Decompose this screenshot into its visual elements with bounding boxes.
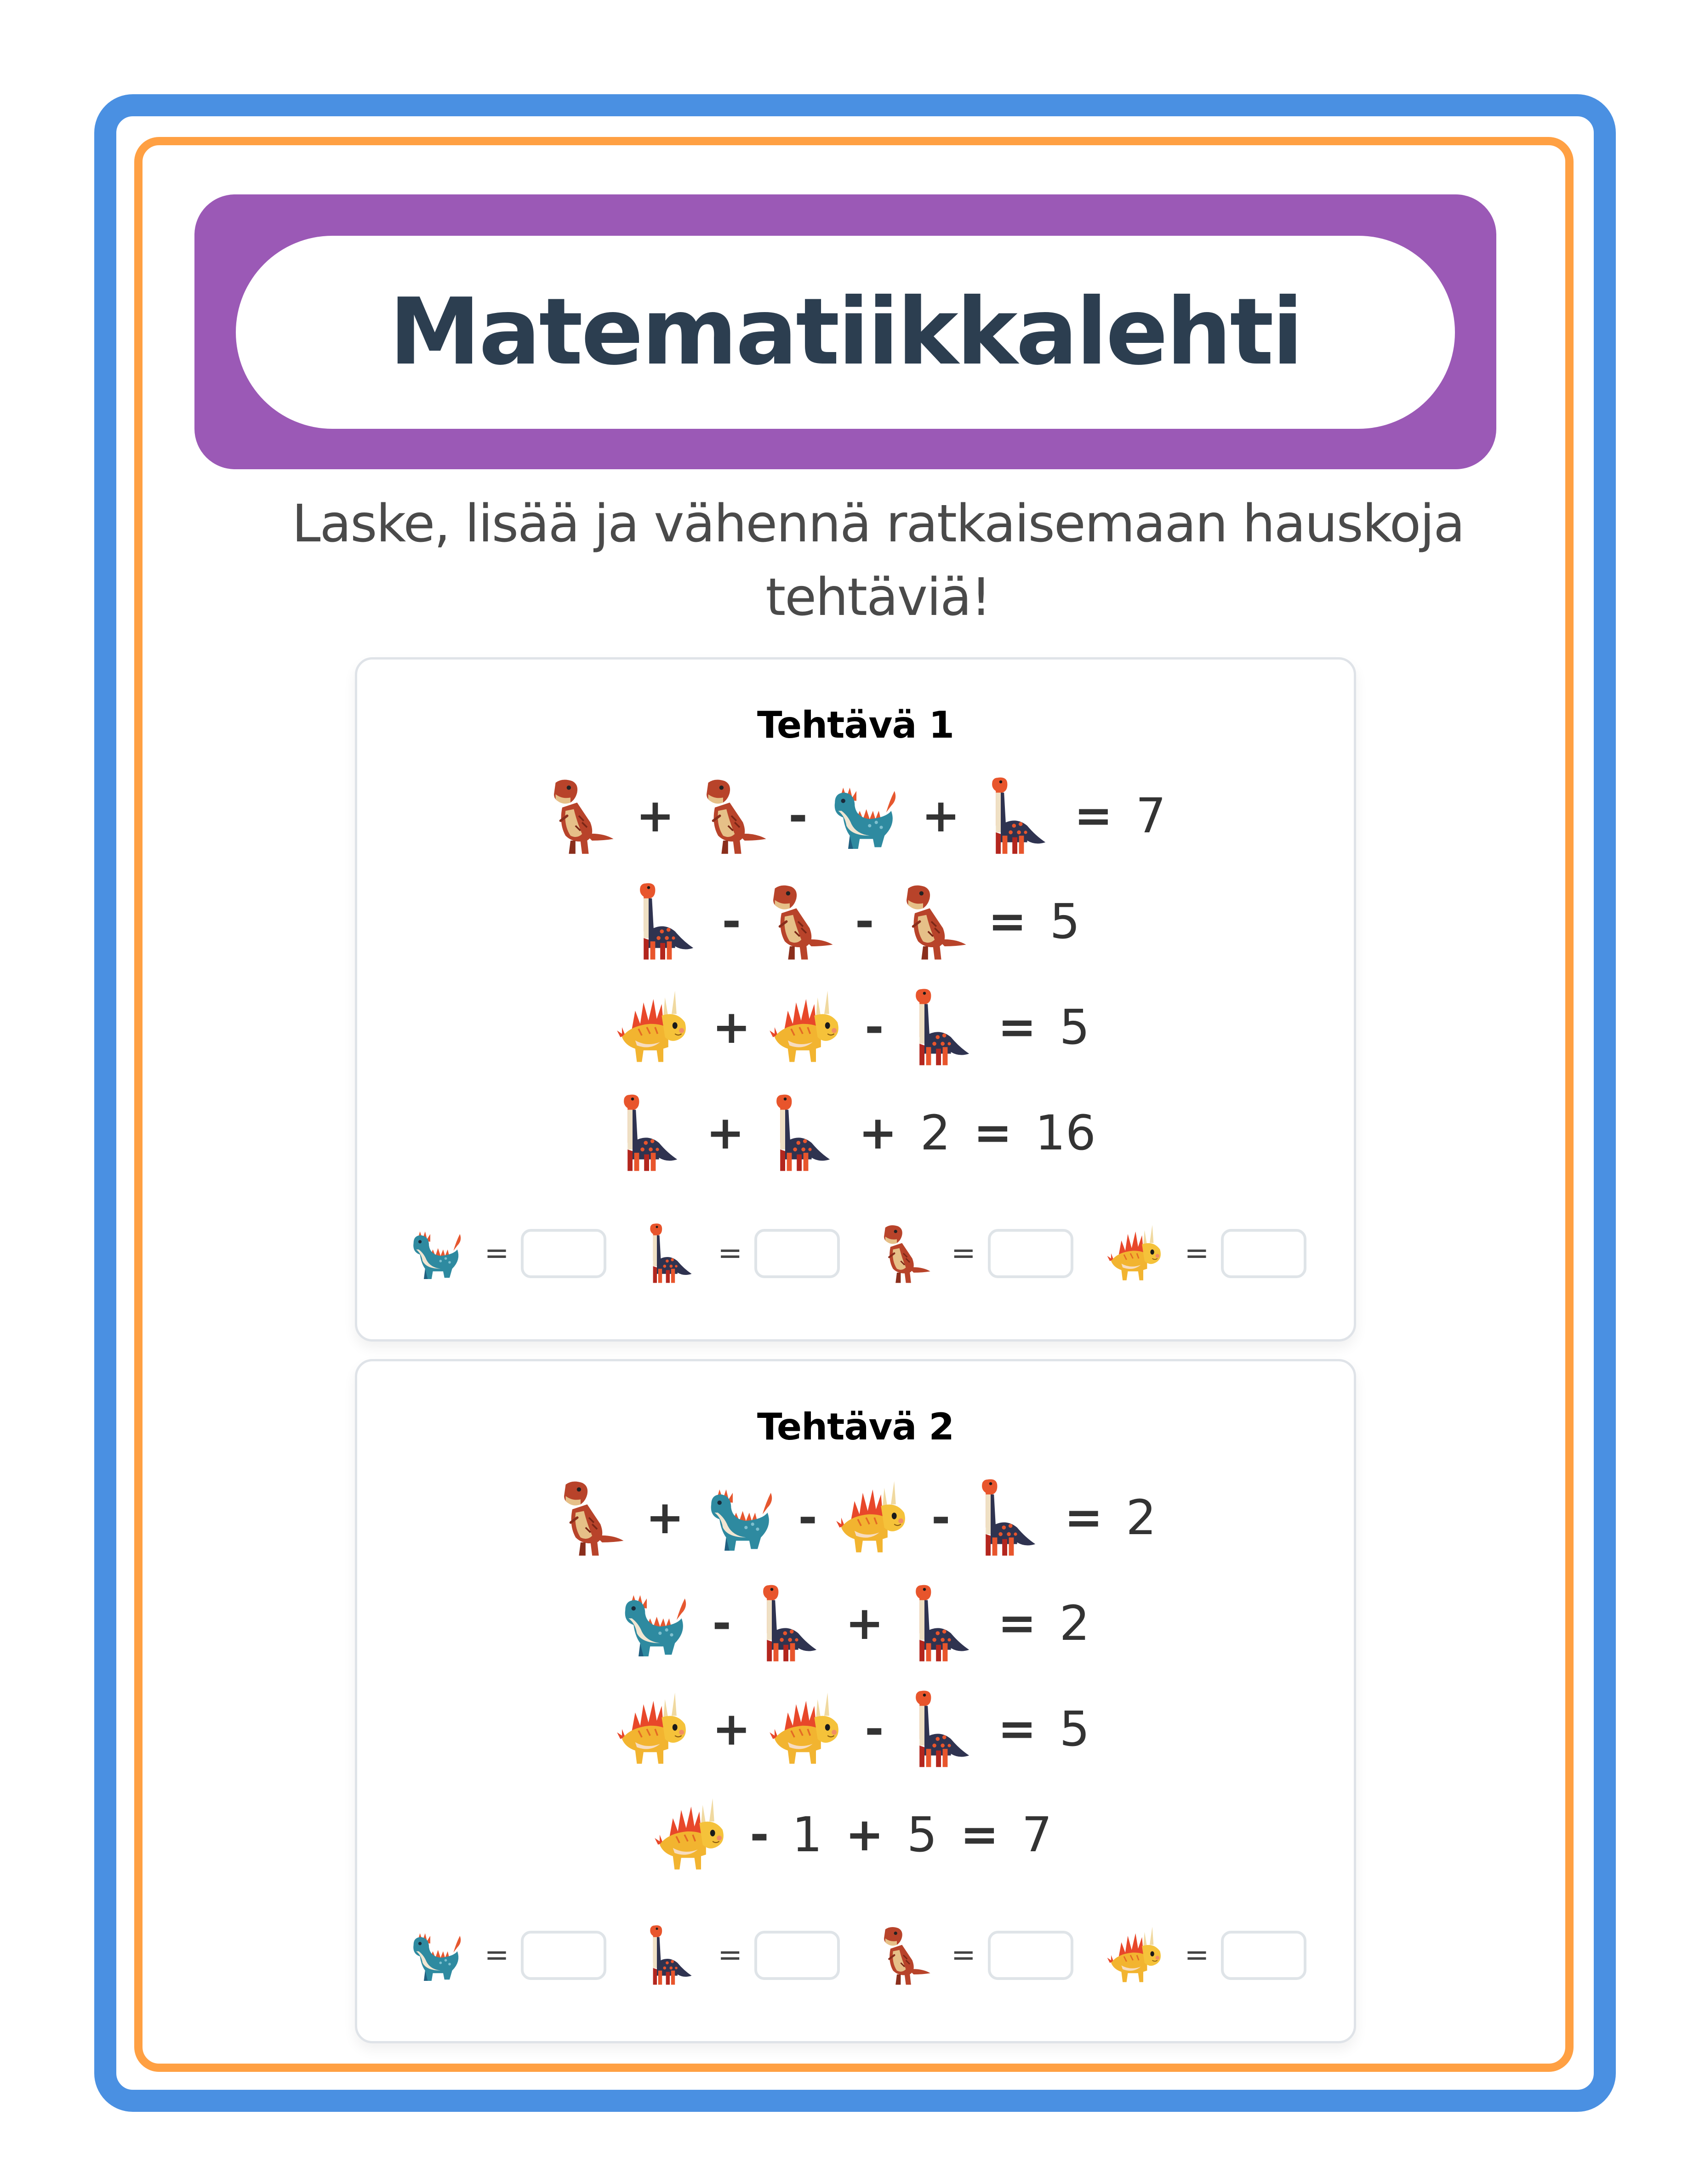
longneck-dinosaur-icon <box>624 880 707 963</box>
answer-group-longneck <box>638 1923 840 1987</box>
plus-operator: + <box>712 1000 751 1054</box>
trex-dinosaur-icon <box>871 1923 935 1987</box>
longneck-dinosaur-icon <box>638 1221 702 1285</box>
plus-operator: + <box>645 1490 684 1544</box>
answer-group-stego <box>1105 1923 1307 1987</box>
answer-row <box>357 1217 1354 1290</box>
minus-operator: - <box>722 894 741 948</box>
longneck-dinosaur-icon <box>760 1092 843 1174</box>
equals-sign: = <box>988 894 1027 948</box>
longneck-dinosaur-icon <box>638 1923 702 1987</box>
equation-result: 16 <box>1035 1105 1096 1161</box>
equation-result: 7 <box>1021 1807 1052 1863</box>
longneck-dinosaur-icon <box>900 1582 982 1665</box>
equals-sign: = <box>998 1000 1037 1054</box>
equals-sign: = <box>1074 789 1113 842</box>
equals-sign: = <box>718 1938 742 1972</box>
trex-dinosaur-icon <box>890 880 973 963</box>
instructions-subtitle: Laske, lisää ja vähennä ratkaisemaan hauskoja tehtäviä! <box>292 494 1464 627</box>
equation-result: 2 <box>1126 1490 1157 1546</box>
trex-dinosaur-icon <box>547 1476 630 1559</box>
answer-input-trex[interactable] <box>988 1229 1073 1278</box>
answer-group-stego <box>1105 1221 1307 1285</box>
plus-operator: + <box>845 1596 884 1650</box>
equals-sign: = <box>484 1938 509 1972</box>
answer-input-trex[interactable] <box>988 1931 1073 1980</box>
minus-operator: - <box>865 1000 884 1054</box>
equals-sign: = <box>1064 1490 1103 1544</box>
equation-result: 7 <box>1135 788 1166 844</box>
plus-operator: + <box>845 1808 884 1861</box>
answer-group-longneck <box>638 1221 840 1285</box>
equation-result: 5 <box>1059 1701 1090 1757</box>
header-band <box>194 194 1496 469</box>
task-title: Tehtävä 2 <box>757 1405 954 1448</box>
minus-operator: - <box>712 1596 731 1650</box>
stegosaurus-dinosaur-icon <box>614 1688 696 1770</box>
minus-operator: - <box>750 1808 769 1861</box>
answer-group-trex <box>871 1221 1073 1285</box>
longneck-dinosaur-icon <box>966 1476 1049 1559</box>
equation-row <box>357 981 1354 1073</box>
trex-dinosaur-icon <box>871 1221 935 1285</box>
plus-operator: + <box>921 789 960 842</box>
number-term: 5 <box>907 1807 937 1863</box>
trex-dinosaur-icon <box>757 880 839 963</box>
trex-dinosaur-icon <box>690 774 773 857</box>
task-title: Tehtävä 1 <box>757 704 954 746</box>
answer-group-blue <box>405 1923 607 1987</box>
task-card-1 <box>355 657 1356 1342</box>
equation-result: 5 <box>1049 893 1080 950</box>
trex-dinosaur-icon <box>537 774 620 857</box>
minus-operator: - <box>931 1490 951 1544</box>
equals-sign: = <box>998 1596 1037 1650</box>
minus-operator: - <box>865 1702 884 1756</box>
blue-spiky-dinosaur-icon <box>614 1582 696 1665</box>
equals-sign: = <box>951 1236 976 1270</box>
equation-row <box>357 770 1354 862</box>
blue-spiky-dinosaur-icon <box>823 774 906 857</box>
equals-sign: = <box>951 1938 976 1972</box>
equals-sign: = <box>973 1106 1012 1160</box>
equals-sign: = <box>484 1236 509 1270</box>
equals-sign: = <box>718 1236 742 1270</box>
equation-row <box>357 1087 1354 1179</box>
number-term: 1 <box>792 1807 822 1863</box>
answer-input-longneck[interactable] <box>754 1931 840 1980</box>
plus-operator: + <box>712 1702 751 1756</box>
minus-operator: - <box>798 1490 817 1544</box>
answer-input-stego[interactable] <box>1221 1229 1306 1278</box>
equals-sign: = <box>960 1808 999 1861</box>
equation-row <box>357 876 1354 967</box>
answer-input-longneck[interactable] <box>754 1229 840 1278</box>
stegosaurus-dinosaur-icon <box>766 986 849 1069</box>
blue-spiky-dinosaur-icon <box>405 1923 469 1987</box>
header-pill <box>236 236 1455 429</box>
blue-spiky-dinosaur-icon <box>405 1221 469 1285</box>
equation-row <box>357 1577 1354 1669</box>
minus-operator: - <box>855 894 874 948</box>
stegosaurus-dinosaur-icon <box>614 986 696 1069</box>
equation-row <box>357 1683 1354 1775</box>
stegosaurus-dinosaur-icon <box>833 1476 916 1559</box>
longneck-dinosaur-icon <box>900 1688 982 1770</box>
equation-result: 2 <box>1059 1595 1090 1651</box>
answer-input-stego[interactable] <box>1221 1931 1306 1980</box>
equals-sign: = <box>998 1702 1037 1756</box>
task-card-2 <box>355 1359 1356 2043</box>
answer-input-blue[interactable] <box>521 1931 606 1980</box>
answer-input-blue[interactable] <box>521 1229 606 1278</box>
stegosaurus-dinosaur-icon <box>1105 1221 1169 1285</box>
equals-sign: = <box>1184 1236 1209 1270</box>
number-term: 2 <box>920 1105 951 1161</box>
plus-operator: + <box>858 1106 897 1160</box>
equation-row <box>357 1472 1354 1564</box>
minus-operator: - <box>788 789 808 842</box>
equals-sign: = <box>1184 1938 1209 1972</box>
answer-group-blue <box>405 1221 607 1285</box>
longneck-dinosaur-icon <box>900 986 982 1069</box>
answer-group-trex <box>871 1923 1073 1987</box>
longneck-dinosaur-icon <box>976 774 1059 857</box>
stegosaurus-dinosaur-icon <box>766 1688 849 1770</box>
plus-operator: + <box>706 1106 745 1160</box>
stegosaurus-dinosaur-icon <box>1105 1923 1169 1987</box>
plus-operator: + <box>636 789 675 842</box>
answer-row <box>357 1918 1354 1992</box>
page-title: Matematiikkalehti <box>389 279 1302 386</box>
equation-result: 5 <box>1059 999 1090 1055</box>
longneck-dinosaur-icon <box>747 1582 830 1665</box>
blue-spiky-dinosaur-icon <box>700 1476 782 1559</box>
stegosaurus-dinosaur-icon <box>651 1793 734 1876</box>
equation-row <box>357 1789 1354 1881</box>
longneck-dinosaur-icon <box>608 1092 690 1174</box>
